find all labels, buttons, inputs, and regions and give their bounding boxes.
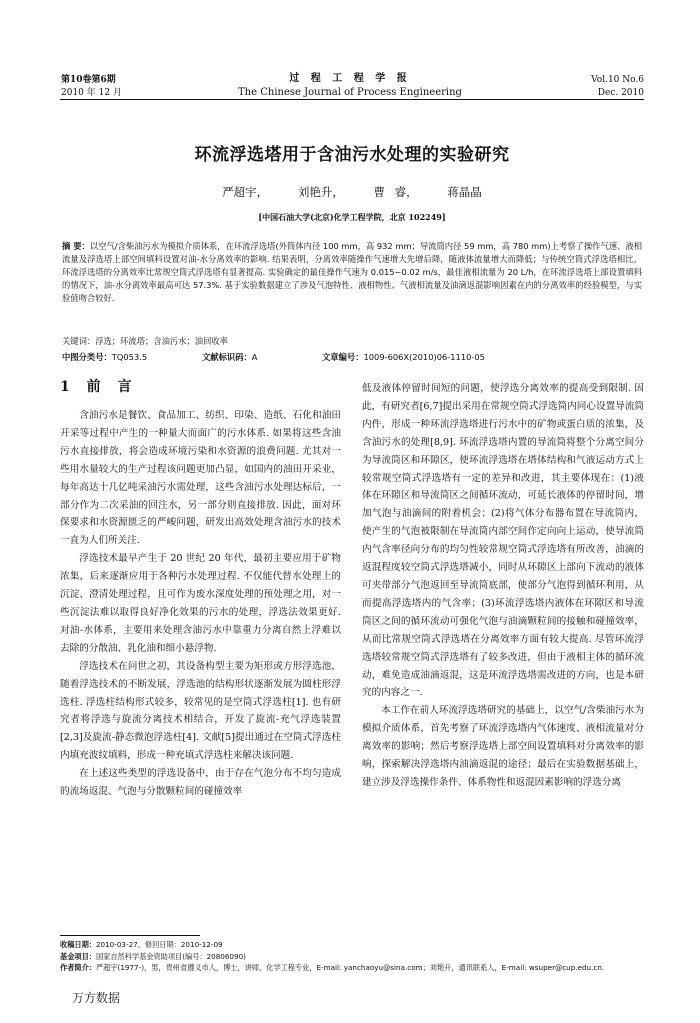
watermark: 万方数据 bbox=[72, 991, 121, 1005]
date-en: Dec. 2010 bbox=[597, 88, 644, 98]
paragraph: 浮选技术最早产生于 20 世纪 20 年代，最初主要应用于矿物浓集，后来逐渐应用于各种污水处理过程. 不仅能代替水处理上的沉淀、澄清处理过程，且可作为废水深度处理的预处理之用，对一些沉淀法难以取得良好净化效果的污水的处理，浮选法效果更好. 对油-水体系，主要用来处理含油污水中靠重力分离自然上浮难以去除的分散油、乳化油和细小悬浮物. bbox=[60, 553, 341, 654]
footnotes bbox=[60, 939, 644, 974]
body-column-right bbox=[362, 380, 644, 792]
header-rule bbox=[60, 99, 644, 100]
paragraph: 浮选技术在问世之初，其设备构型主要为矩形或方形浮选池，随着浮选技术的不断发展，浮选池的结构形状逐渐发展为圆柱形浮选柱. 浮选柱结构形式较多，较常见的是空筒式浮选柱[1]. 也有研究者将浮选与旋流分离技术相结合，开发了旋流-充气浮选装置[2,3]及旋流-静态微泡浮选柱[4]. 文献[5]提出通过在空筒式浮选柱内填充波纹填料，形成一种充填式浮选柱来解决该问题. bbox=[60, 660, 341, 762]
journal-name-cn: 过 程 工 程 学 报 bbox=[289, 73, 411, 84]
journal-name-en: The Chinese Journal of Process Engineering bbox=[238, 87, 462, 98]
paragraph: 含油污水是餐饮、食品加工、纺织、印染、造纸、石化和油田开采等过程中产生的一种量大而面广的污水体系. 如果将这些含油污水直接排放，将会造成环境污染和水资源的浪费问题. 尤其对一些用水量较大的生产过程该问题更加凸显，如国内的油田开采业，每年高达十几亿吨采油污水需处理，这些含油污水处理达标后，一部分作为二次采油的回注水，另一部分则直接排放. 因此，面对环保要求和水资源匮乏的严峻问题，研发出高效处理含油污水的技术一直为人们所关注. bbox=[60, 410, 341, 547]
clc-value: TQ053.5 bbox=[111, 352, 148, 362]
keywords-label: 关键词： bbox=[62, 336, 96, 346]
paragraph: 本工作在前人环流浮选塔研究的基础上，以空气/含柴油污水为模拟介质体系，首先考察了环流浮选塔内气体速度、液相流量对分离效率的影响；然后考察浮选塔上部空间设置填料对分离效率的影响，探索解决浮选塔内油滴返混的途径；最后在实验数据基础上，建立涉及浮选操作条件、体系物性和返混因素影响的浮选分离 bbox=[362, 705, 644, 788]
keywords bbox=[62, 335, 642, 347]
abstract-label: 摘 要： bbox=[62, 241, 90, 251]
doc-code-label: 文献标识码： bbox=[202, 352, 252, 362]
footnote-fund: 基金项目：国家自然科学基金资助项目(编号：20806090) bbox=[60, 951, 246, 961]
paper-title: 环流浮选塔用于含油污水处理的实验研究 bbox=[194, 145, 510, 165]
section-number: 1 bbox=[60, 379, 76, 395]
footnote-received: 收稿日期：2010-03-27，修回日期：2010-12-09 bbox=[60, 940, 223, 949]
journal-name bbox=[200, 72, 500, 100]
paragraph: 在上述这些类型的浮选设备中，由于存在气泡分布不均匀造成的流场返混、气泡与分散颗粒间的碰撞效率 bbox=[60, 768, 341, 798]
abstract bbox=[62, 240, 642, 305]
keywords-text: 浮选；环流塔；含油污水；油回收率 bbox=[95, 336, 228, 346]
author-list bbox=[60, 184, 644, 200]
header-right bbox=[591, 74, 644, 100]
section-title: 前 言 bbox=[86, 379, 138, 395]
abstract-text: 以空气/含柴油污水为模拟介质体系，在环流浮选塔(外筒体内径 100 mm，高 932 mm；导流筒内径 59 mm，高 780 mm)上考察了操作气速、液相流量及浮选塔上部空间填料设置对油-水分离效率的影响. 结果表明，分离效率随操作气速增大先增后降，随液体流量增大而降低；与传统空筒式浮选塔相比，环流浮选塔的分离效率比常规空筒式浮选塔有显著提高. 实验确定的最佳操作气速为 0.015~0.02 m/s，最佳液相流量为 20 L/h，在环流浮选塔上部设置填料的情况下，油-水分离效率最高可达 57.3%. 基于实验数据建立了涉及气泡特性、液相物性、气液相流量及油滴返混影响因素在内的分离效率的经验模型，与实验值吻合较好. bbox=[62, 241, 642, 303]
date-cn: 2010 年 12 月 bbox=[61, 88, 122, 98]
volume-issue-en: Vol.10 No.6 bbox=[591, 75, 644, 85]
volume-issue-cn: 第10卷第6期 bbox=[61, 75, 116, 85]
article-number-value: 1009-606X(2010)06-1110-05 bbox=[363, 352, 485, 362]
header-left bbox=[61, 74, 122, 100]
footnote-rule bbox=[60, 935, 200, 936]
body-column-left bbox=[60, 407, 341, 801]
author: 曹 睿， bbox=[373, 185, 418, 199]
doc-code-value: A bbox=[251, 352, 258, 362]
author: 刘艳升， bbox=[297, 185, 344, 199]
footnote-author: 作者简介：严超宇(1977-)，男，贵州省遵义市人，博士，讲师，化学工程专业，E-mail: yanchaoyu@sina.com；刘艳升，通讯联系人，E-mail: wsuper@cup.edu.cn. bbox=[60, 963, 605, 972]
author: 蒋晶晶 bbox=[447, 185, 482, 199]
paragraph: 低及液体停留时间短的问题，使浮选分离效率的提高受到限制. 因此，有研究者[6,7]提出采用在常规空筒式浮选筒内同心设置导流筒内件，形成一种环流浮选塔进行污水中的矿物或蛋白质的浓集，及含油污水的处理[8,9]. 环流浮选塔内置的导流筒将整个分离空间分为导流筒区和环隙区，使环流浮选塔在塔体结构和气液运动方式上较常规空筒式浮选塔有一定的差异和改进，其主要体现在：(1)液体在环隙区和导流筒区之间循环流动，可延长液体的停留时间，增加气泡与油滴间的附着机会；(2)将气体分布器布置在导流筒内，使产生的气泡被限制在导流筒内部空间作定向向上运动，使导流筒内气含率径向分布的均匀性较常规空筒式浮选塔有所改善，油滴的返混程度较空筒式浮选塔减小，同时从环隙区上部向下流动的液体可夹带部分气泡返回至导流筒底部，使部分气泡得到循环利用，从而提高浮选塔内的气含率；(3)环流浮选塔内液体在环隙区和导流筒区之间的循环流动可强化气泡与油滴颗粒间的接触和碰撞效率，从而比常规空筒式浮选塔在分离效率方面有较大提高. 尽管环流浮选塔较常规空筒式浮选塔有了较多改进，但由于液相主体的循环流动，难免造成油滴返混，这是环流浮选塔需改进的方向，也是本研究的内容之一. bbox=[362, 383, 644, 699]
article-number-label: 文章编号： bbox=[322, 352, 364, 362]
clc-label: 中图分类号： bbox=[62, 352, 112, 362]
author: 严超宇， bbox=[222, 185, 269, 199]
affiliation: [中国石油大学(北京)化学工程学院，北京 102249] bbox=[258, 212, 446, 222]
section-heading bbox=[60, 376, 138, 396]
